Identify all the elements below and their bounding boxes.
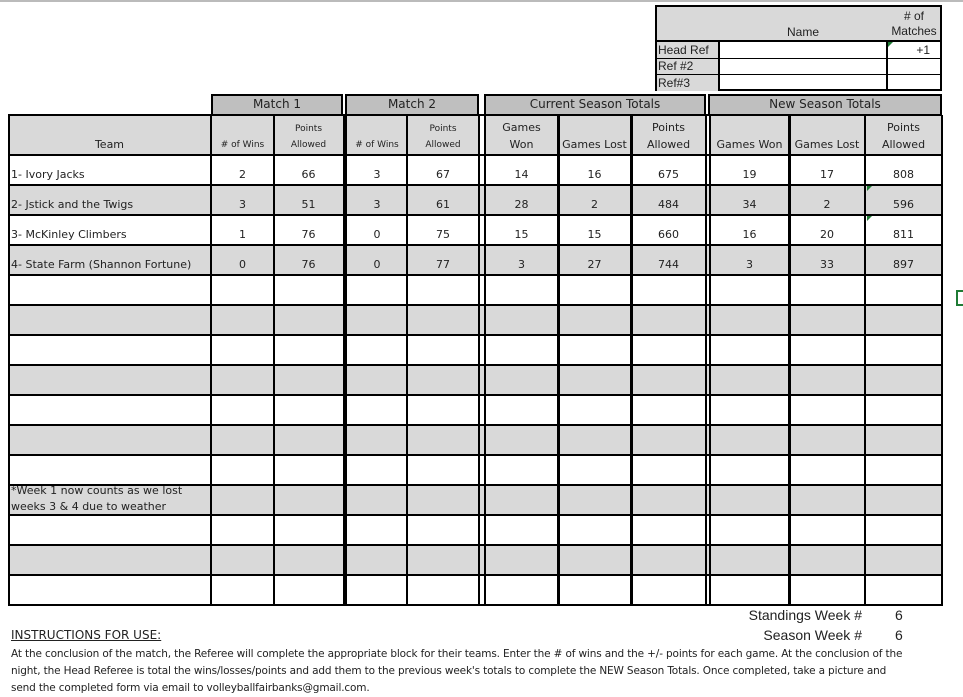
column-divider — [484, 115, 486, 606]
empty-cell[interactable] — [274, 455, 343, 485]
empty-cell[interactable] — [710, 455, 789, 485]
empty-cell[interactable] — [8, 275, 211, 305]
team-name-cell[interactable]: 3- McKinley Climbers — [11, 228, 127, 241]
empty-cell[interactable] — [211, 275, 274, 305]
stat-cell-m2-wins[interactable]: 3 — [347, 185, 407, 215]
empty-cell[interactable] — [789, 425, 865, 455]
empty-cell[interactable] — [485, 575, 558, 605]
empty-cell[interactable] — [485, 485, 558, 515]
empty-cell[interactable] — [710, 485, 789, 515]
group-header-match1: Match 1 — [211, 94, 343, 115]
stat-cell-cs-lost[interactable]: 16 — [587, 168, 602, 181]
team-name-cell[interactable]: 1- Ivory Jacks — [11, 168, 85, 181]
column-header-text: Points — [651, 121, 686, 134]
empty-cell[interactable] — [347, 275, 407, 305]
row-divider — [8, 394, 942, 396]
empty-cell[interactable] — [8, 545, 211, 575]
instructions-body — [11, 646, 961, 697]
ref3-matches-field[interactable] — [888, 75, 938, 91]
empty-cell[interactable] — [8, 335, 211, 365]
stat-cell-cs-points[interactable]: 744 — [631, 245, 706, 275]
empty-cell[interactable] — [558, 335, 631, 365]
row-divider — [8, 424, 942, 426]
ref2-label: Ref #2 — [657, 59, 718, 74]
empty-cell[interactable] — [558, 275, 631, 305]
row-divider — [8, 274, 942, 276]
empty-cell[interactable] — [710, 575, 789, 605]
column-header-text: Points — [294, 124, 323, 134]
empty-cell[interactable] — [407, 305, 479, 335]
empty-cell[interactable] — [865, 335, 942, 365]
empty-cell[interactable] — [789, 455, 865, 485]
row-divider — [8, 574, 942, 576]
empty-cell[interactable] — [347, 305, 407, 335]
empty-cell[interactable] — [710, 545, 789, 575]
empty-cell[interactable] — [211, 485, 274, 515]
column-header-cs-won — [485, 115, 558, 155]
empty-cell[interactable] — [485, 455, 558, 485]
stat-cell-m2-wins[interactable]: 0 — [347, 245, 407, 275]
empty-cell[interactable] — [211, 425, 274, 455]
empty-cell[interactable] — [407, 455, 479, 485]
stat-cell-cs-points[interactable]: 484 — [631, 185, 706, 215]
column-header-ns-lost — [789, 115, 865, 155]
stat-cell-ns-won[interactable]: 34 — [710, 185, 789, 215]
empty-cell[interactable] — [211, 395, 274, 425]
weather-note — [11, 483, 211, 515]
row-divider — [8, 334, 942, 336]
ref2-name-field[interactable] — [720, 59, 886, 74]
column-divider — [478, 115, 480, 606]
team-name-cell[interactable]: 4- State Farm (Shannon Fortune) — [8, 245, 211, 275]
empty-cell[interactable] — [558, 545, 631, 575]
column-header-text: Allowed — [881, 138, 926, 151]
stat-cell-ns-lost[interactable]: 33 — [789, 245, 865, 275]
empty-cell[interactable] — [274, 545, 343, 575]
empty-cell[interactable] — [631, 305, 706, 335]
empty-cell[interactable] — [211, 455, 274, 485]
empty-cell[interactable] — [865, 515, 942, 545]
empty-cell[interactable] — [789, 485, 865, 515]
empty-cell[interactable] — [485, 545, 558, 575]
empty-cell[interactable] — [347, 545, 407, 575]
column-header-text: Allowed — [290, 140, 327, 150]
empty-cell[interactable] — [485, 335, 558, 365]
comment-marker-icon — [867, 186, 872, 191]
empty-cell[interactable] — [558, 305, 631, 335]
empty-cell[interactable] — [558, 485, 631, 515]
referee-matches-header: # of Matches — [891, 9, 937, 38]
note-line-1: *Week 1 now counts as we lost — [11, 484, 183, 497]
stat-cell-m1-wins[interactable]: 3 — [211, 185, 274, 215]
stat-cell-m2-wins[interactable]: 0 — [373, 228, 381, 241]
empty-cell[interactable] — [865, 425, 942, 455]
empty-cell[interactable] — [631, 395, 706, 425]
empty-cell[interactable] — [347, 485, 407, 515]
column-header-ns-points — [865, 115, 942, 155]
empty-cell[interactable] — [274, 305, 343, 335]
empty-cell[interactable] — [407, 485, 479, 515]
stat-cell-cs-points[interactable]: 675 — [658, 168, 679, 181]
row-divider — [8, 304, 942, 306]
group-header-match2: Match 2 — [345, 94, 479, 115]
table-bottom-border — [8, 604, 942, 606]
instructions-line-2: night, the Head Referee is total the wins/losses/points and add them to the previous week's totals to complete the NEW Season Totals. Once completed, take a picture and — [11, 665, 887, 677]
stat-cell-ns-won[interactable]: 19 — [742, 168, 757, 181]
empty-cell[interactable] — [8, 455, 211, 485]
stat-cell-m1-wins[interactable]: 0 — [211, 245, 274, 275]
empty-cell[interactable] — [631, 485, 706, 515]
empty-cell[interactable] — [485, 365, 558, 395]
column-divider — [343, 115, 347, 606]
stat-cell-m2-points[interactable]: 67 — [436, 168, 450, 181]
empty-cell[interactable] — [865, 575, 942, 605]
column-divider — [8, 115, 10, 606]
column-header-text: # of Wins — [220, 140, 265, 150]
ref2-matches-field[interactable] — [888, 59, 938, 74]
empty-cell[interactable] — [558, 365, 631, 395]
empty-cell[interactable] — [631, 365, 706, 395]
stat-cell-m2-points[interactable]: 77 — [407, 245, 479, 275]
empty-cell[interactable] — [8, 305, 211, 335]
column-header-ns-won — [710, 115, 789, 155]
column-header-text: Won — [509, 138, 534, 151]
empty-cell[interactable] — [274, 335, 343, 365]
empty-cell[interactable] — [407, 575, 479, 605]
cell-selection-indicator — [956, 290, 963, 306]
ref3-label: Ref#3 — [657, 75, 718, 91]
empty-cell[interactable] — [558, 575, 631, 605]
stat-cell-m1-points[interactable]: 51 — [274, 185, 343, 215]
column-header-text: Team — [94, 138, 125, 151]
stat-cell-ns-points[interactable]: 808 — [893, 168, 914, 181]
empty-cell[interactable] — [865, 545, 942, 575]
empty-cell[interactable] — [631, 515, 706, 545]
empty-cell[interactable] — [347, 335, 407, 365]
stat-cell-ns-won[interactable]: 16 — [742, 228, 757, 241]
instructions-title: INSTRUCTIONS FOR USE: — [11, 628, 162, 642]
empty-cell[interactable] — [631, 545, 706, 575]
empty-cell[interactable] — [407, 425, 479, 455]
stat-cell-m2-points[interactable]: 75 — [436, 228, 450, 241]
row-divider — [8, 454, 942, 456]
stat-cell-m1-points[interactable]: 76 — [301, 228, 316, 241]
empty-cell[interactable] — [558, 515, 631, 545]
column-header-cs-points — [631, 115, 706, 155]
empty-cell[interactable] — [8, 425, 211, 455]
empty-cell[interactable] — [789, 575, 865, 605]
stat-cell-m1-wins[interactable]: 2 — [239, 168, 246, 181]
empty-cell[interactable] — [865, 455, 942, 485]
stat-cell-m1-wins[interactable]: 1 — [239, 228, 246, 241]
empty-cell[interactable] — [789, 515, 865, 545]
empty-cell[interactable] — [789, 335, 865, 365]
empty-cell[interactable] — [485, 515, 558, 545]
column-header-m2-wins — [347, 115, 407, 155]
empty-cell[interactable] — [485, 275, 558, 305]
empty-cell[interactable] — [407, 515, 479, 545]
empty-cell[interactable] — [789, 545, 865, 575]
empty-cell[interactable] — [407, 395, 479, 425]
empty-cell[interactable] — [211, 545, 274, 575]
column-divider — [788, 115, 791, 606]
referee-name-header: Name — [786, 25, 819, 39]
team-name-cell[interactable]: 2- Jstick and the Twigs — [8, 185, 211, 215]
note-line-2: weeks 3 & 4 due to weather — [11, 500, 167, 513]
row-divider — [8, 154, 942, 156]
column-header-m1-points — [274, 115, 343, 155]
empty-cell[interactable] — [485, 305, 558, 335]
empty-cell[interactable] — [631, 455, 706, 485]
comment-marker-icon — [867, 216, 872, 221]
empty-cell[interactable] — [8, 365, 211, 395]
column-header-m1-wins — [211, 115, 274, 155]
row-divider — [8, 184, 942, 186]
column-header-text: Games Lost — [562, 138, 627, 151]
column-header-text: Allowed — [425, 140, 461, 150]
empty-cell[interactable] — [407, 335, 479, 365]
empty-cell[interactable] — [631, 335, 706, 365]
empty-cell[interactable] — [558, 455, 631, 485]
row-divider — [8, 244, 942, 246]
stat-cell-m1-points[interactable]: 76 — [274, 245, 343, 275]
empty-cell[interactable] — [865, 485, 942, 515]
stat-cell-cs-lost[interactable]: 2 — [558, 185, 631, 215]
row-divider — [8, 544, 942, 546]
stat-cell-ns-points[interactable]: 596 — [865, 185, 942, 215]
column-divider — [557, 115, 560, 606]
stat-cell-ns-lost[interactable]: 17 — [820, 168, 834, 181]
column-divider — [630, 115, 633, 606]
stat-cell-ns-points[interactable]: 811 — [893, 228, 914, 241]
empty-cell[interactable] — [710, 365, 789, 395]
stat-cell-ns-lost[interactable]: 2 — [789, 185, 865, 215]
group-header-current-season: Current Season Totals — [484, 94, 706, 115]
season-week-value[interactable]: 6 — [895, 627, 903, 643]
ref3-name-field[interactable] — [720, 75, 886, 91]
empty-cell[interactable] — [211, 515, 274, 545]
head-ref-matches-field[interactable]: +1 — [916, 43, 930, 57]
empty-cell[interactable] — [485, 395, 558, 425]
empty-cell[interactable] — [211, 575, 274, 605]
stat-cell-ns-won[interactable]: 3 — [710, 245, 789, 275]
empty-cell[interactable] — [631, 425, 706, 455]
standings-week-label: Standings Week # — [748, 607, 862, 623]
column-header-text: Allowed — [646, 138, 691, 151]
empty-cell[interactable] — [407, 365, 479, 395]
empty-cell[interactable] — [631, 275, 706, 305]
row-divider — [8, 214, 942, 216]
column-header-text: Games Won — [716, 138, 783, 151]
empty-cell[interactable] — [274, 395, 343, 425]
empty-cell[interactable] — [789, 305, 865, 335]
empty-cell[interactable] — [8, 395, 211, 425]
column-divider — [210, 115, 212, 606]
column-divider — [705, 115, 707, 606]
empty-cell[interactable] — [347, 455, 407, 485]
empty-cell[interactable] — [347, 515, 407, 545]
standings-week-value[interactable]: 6 — [895, 607, 903, 623]
column-header-m2-points — [407, 115, 479, 155]
column-header-team — [8, 115, 211, 155]
empty-cell[interactable] — [211, 365, 274, 395]
row-divider — [8, 364, 942, 366]
column-divider — [406, 115, 408, 606]
column-header-text: Points — [886, 121, 921, 134]
stat-cell-m2-wins[interactable]: 3 — [373, 168, 381, 181]
empty-cell[interactable] — [558, 395, 631, 425]
column-header-cs-lost — [558, 115, 631, 155]
stat-cell-m1-points[interactable]: 66 — [301, 168, 316, 181]
empty-cell[interactable] — [631, 575, 706, 605]
group-header-new-season: New Season Totals — [708, 94, 942, 115]
column-header-text: # of Wins — [355, 140, 399, 150]
empty-cell[interactable] — [347, 575, 407, 605]
head-ref-name-field[interactable] — [720, 42, 886, 58]
instructions-line-1: At the conclusion of the match, the Referee will complete the appropriate block for their teams. Enter the # of wins and the +/- points for each game. At the conclusion of the — [11, 648, 903, 660]
empty-cell[interactable] — [407, 275, 479, 305]
empty-cell[interactable] — [347, 425, 407, 455]
referee-block — [655, 5, 942, 91]
empty-cell[interactable] — [347, 395, 407, 425]
stat-cell-ns-points[interactable]: 897 — [865, 245, 942, 275]
empty-cell[interactable] — [274, 425, 343, 455]
empty-cell[interactable] — [789, 395, 865, 425]
empty-cell[interactable] — [865, 365, 942, 395]
empty-cell[interactable] — [274, 515, 343, 545]
empty-cell[interactable] — [710, 425, 789, 455]
table-top-border — [8, 114, 942, 116]
empty-cell[interactable] — [710, 395, 789, 425]
empty-cell[interactable] — [789, 365, 865, 395]
empty-cell[interactable] — [865, 305, 942, 335]
stat-cell-cs-won[interactable]: 28 — [485, 185, 558, 215]
stat-cell-cs-won[interactable]: 14 — [514, 168, 529, 181]
column-divider — [864, 115, 866, 606]
empty-cell[interactable] — [211, 305, 274, 335]
column-header-text: Games Lost — [794, 138, 860, 151]
empty-cell[interactable] — [407, 545, 479, 575]
instructions-line-3: send the completed form via email to volleyballfairbanks@gmail.com. — [11, 682, 370, 694]
stat-cell-cs-lost[interactable]: 15 — [587, 228, 602, 241]
empty-cell[interactable] — [710, 335, 789, 365]
empty-cell[interactable] — [8, 515, 211, 545]
head-ref-label: Head Ref — [657, 42, 718, 58]
empty-cell[interactable] — [347, 365, 407, 395]
empty-cell[interactable] — [274, 275, 343, 305]
empty-cell[interactable] — [8, 575, 211, 605]
empty-cell[interactable] — [710, 275, 789, 305]
stat-cell-ns-lost[interactable]: 20 — [820, 228, 834, 241]
stat-cell-cs-won[interactable]: 3 — [485, 245, 558, 275]
empty-cell[interactable] — [710, 515, 789, 545]
stat-cell-cs-won[interactable]: 15 — [514, 228, 529, 241]
stat-cell-cs-points[interactable]: 660 — [658, 228, 679, 241]
column-divider — [941, 115, 943, 606]
sheet-top-edge — [0, 0, 963, 2]
column-header-text: Points — [429, 124, 457, 134]
column-divider — [273, 115, 275, 606]
empty-cell[interactable] — [710, 305, 789, 335]
empty-cell[interactable] — [789, 275, 865, 305]
empty-cell[interactable] — [274, 365, 343, 395]
stat-cell-cs-lost[interactable]: 27 — [558, 245, 631, 275]
season-week-label: Season Week # — [763, 627, 862, 643]
empty-cell[interactable] — [211, 335, 274, 365]
empty-cell[interactable] — [558, 425, 631, 455]
empty-cell[interactable] — [274, 485, 343, 515]
stat-cell-m2-points[interactable]: 61 — [407, 185, 479, 215]
column-divider — [709, 115, 711, 606]
empty-cell[interactable] — [485, 425, 558, 455]
empty-cell[interactable] — [865, 395, 942, 425]
column-header-text: Games — [502, 121, 541, 134]
empty-cell[interactable] — [865, 275, 942, 305]
empty-cell[interactable] — [274, 575, 343, 605]
